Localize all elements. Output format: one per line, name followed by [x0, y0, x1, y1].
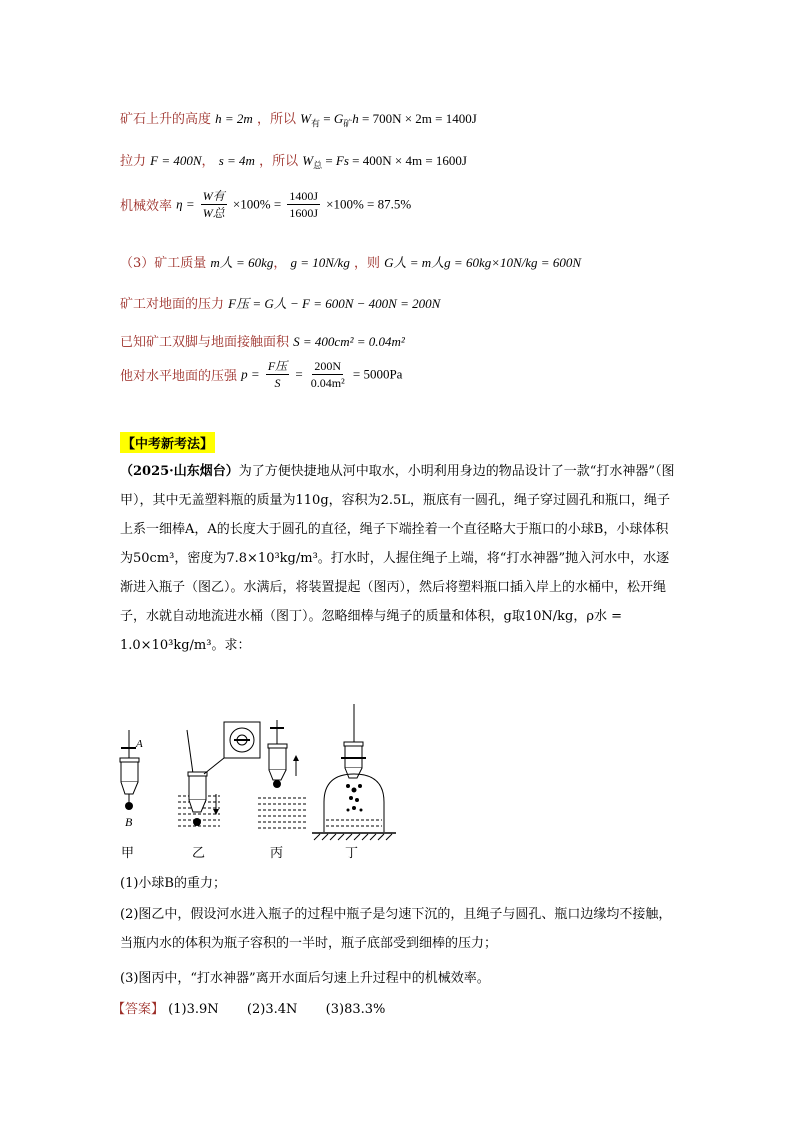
math-w-useful: $W_有 = G_矿h$	[300, 111, 359, 129]
separator: ，所以	[259, 154, 299, 169]
label-B: B	[125, 815, 133, 829]
question-1: (1)小球B的重力；	[120, 876, 226, 891]
solution-line-6	[120, 331, 405, 350]
text: 拉力	[120, 154, 147, 169]
math-pct: ×100% =	[232, 196, 282, 212]
problem-text	[120, 457, 676, 660]
apparatus-figure	[112, 702, 412, 842]
figure-label-yi: 乙	[192, 846, 206, 861]
answer-line	[112, 998, 385, 1017]
fraction-values	[309, 358, 347, 391]
problem-source: （2025·山东烟台）	[120, 464, 239, 479]
math-F: F = 400N	[150, 153, 202, 168]
fraction-denominator: 0.04m²	[310, 376, 345, 390]
question-2: (2)图乙中，假设河水进入瓶子的过程中瓶子是匀速下沉的，且绳子与圆孔、瓶口边缘均不接触，当瓶内水的体积为瓶子容积的一半时，瓶子底部受到细棒的压力；	[120, 907, 672, 951]
solution-line-4: （3）矿工质量 m人 = 60kg， g = 10N/kg ，则 G人 = m人g = 60kg×10N/kg = 600N	[120, 255, 581, 271]
math-g: g = 10N/kg	[290, 255, 350, 270]
separator: ，所以	[256, 112, 296, 127]
figure-yi	[178, 722, 260, 826]
math-s: s = 4m	[218, 153, 255, 168]
text: 机械效率	[120, 199, 173, 214]
solution-line-5	[120, 293, 440, 312]
math-result: = 5000Pa	[352, 366, 403, 382]
math-G: G人 = m人g = 60kg×10N/kg = 600N	[384, 255, 581, 270]
math-eq: = 400N × 4m = 1600J	[352, 153, 467, 168]
fraction-denominator: S	[274, 376, 281, 390]
text: 矿工对地面的压力	[120, 297, 225, 312]
answer-item-2: (2)3.4N	[246, 1002, 298, 1017]
fraction-work	[287, 188, 320, 221]
fraction-numerator: 200N	[314, 359, 342, 373]
separator: ，则	[353, 256, 380, 271]
solution-line-7	[120, 358, 402, 391]
answer-item-3: (3)83.3%	[325, 1002, 386, 1017]
answer-item-1: (1)3.9N	[168, 1002, 219, 1017]
fraction-numerator: W有	[202, 189, 225, 203]
fraction-w	[201, 188, 227, 221]
problem-body: 为了方便快捷地从河中取水，小明利用身边的物品设计了一款“打水神器”（图甲），其中无盖塑料瓶的质量为110g，容积为2.5L，瓶底有一圆孔，绳子穿过圆孔和瓶口，绳子上系一细棒A，A的长度大于圆孔的直径，绳子下端拴着一个直径略大于瓶口的小球B，小球体积为50cm³，密度为7.8×10³kg/m³。打水时，人握住绳子上端，将“打水神器”抛入河水中，水逐渐进入瓶子（图乙）。水满后，将装置提起（图丙），然后将塑料瓶口插入岸上的水桶中，松开绳子，水就自动地流进水桶（图丁）。忽略细棒与绳子的质量和体积，g取10N/kg，ρ水 = 1.0×10³kg/m³。求：	[120, 464, 675, 653]
solution-line-2: 拉力 F = 400N， s = 4m ，所以 $W_总 = Fs = 400N \times 4m = 1600J$	[120, 153, 467, 171]
text: 他对水平地面的压强	[120, 369, 238, 384]
text: 已知矿工双脚与地面接触面积	[120, 335, 290, 350]
math-eta: η =	[176, 196, 195, 212]
math-area: S = 400cm² = 0.04m²	[293, 334, 405, 349]
figure-label-jia: 甲	[121, 846, 135, 861]
solution-line-1	[120, 108, 477, 130]
figure-bing	[258, 720, 306, 828]
figure-label-ding: 丁	[345, 846, 359, 861]
math-eq: =	[295, 366, 303, 382]
fraction-pressure	[266, 358, 289, 391]
figure-jia	[120, 730, 143, 829]
fraction-numerator: F压	[267, 359, 288, 373]
section-tag: 【中考新考法】	[120, 432, 215, 453]
math-eq: = 700N × 2m = 1400J	[361, 111, 477, 126]
text: 矿石上升的高度	[120, 112, 212, 127]
math-result: ×100% = 87.5%	[326, 196, 412, 212]
math-h: h = 2m	[215, 111, 253, 126]
figure-label-bing: 丙	[270, 846, 284, 861]
label-A: A	[136, 738, 143, 750]
fraction-denominator: W总	[202, 206, 225, 220]
question-3: (3)图丙中，“打水神器”离开水面后匀速上升过程中的机械效率。	[120, 971, 490, 986]
math-m: m人 = 60kg	[210, 255, 274, 270]
math-pressure-force: F压 = G人 − F = 600N − 400N = 200N	[228, 296, 441, 311]
prefix: （3）矿工质量	[120, 256, 207, 271]
solution-line-3	[120, 188, 411, 221]
answer-head: 【答案】	[112, 1002, 165, 1017]
fraction-numerator: 1400J	[289, 189, 318, 203]
figure-ding	[312, 704, 396, 840]
fraction-denominator: 1600J	[289, 206, 318, 220]
math-w-total: $W_总 = Fs$	[302, 153, 349, 171]
math-p: p =	[241, 366, 260, 382]
